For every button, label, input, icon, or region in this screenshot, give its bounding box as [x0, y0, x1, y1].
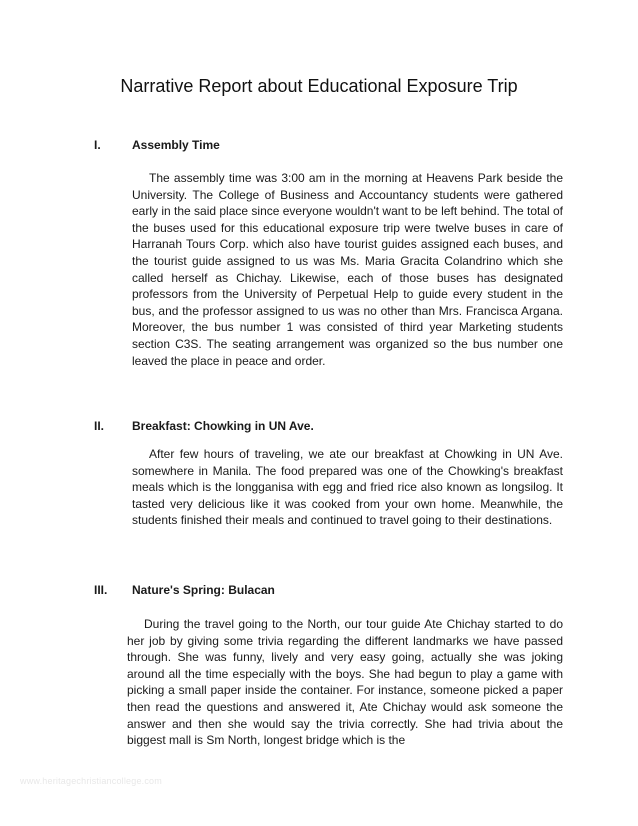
- section-3-heading: Nature's Spring: Bulacan: [132, 583, 275, 597]
- section-1-paragraph: The assembly time was 3:00 am in the morning at Heavens Park beside the University. The College of Business and Accountancy students were gathered early in the said place since everyone wouldn't want to be left behind. The total of the buses used for this educational exposure trip were twelve buses in care of Harranah Tours Corp. which also have tourist guides assigned each buses, and the tourist guide assigned to us was Ms. Maria Gracita Colandrino which she called herself as Chichay. Likewise, each of those buses has designated professors from the University of Perpetual Help to guide every student in the bus, and the professor assigned to us was no other than Mrs. Francisca Argana. Moreover, the bus number 1 was consisted of third year Marketing students section C3S. The seating arrangement was organized so the bus number one leaved the place in peace and order.: [132, 171, 564, 368]
- section-3-paragraph: During the travel going to the North, our tour guide Ate Chichay started to do her job by giving some trivia regarding the different landmarks we have passed through. She was funny, lively and very easy going, actually she was joking around all the time especially with the boys. She had begun to play a game with picking a small paper inside the container. For instance, someone picked a paper then read the questions and answered it, Ate Chichay would ask someone the answer and then she would say the trivia correctly. She had trivia about the biggest mall is Sm North, longest bridge which is the: [127, 617, 563, 748]
- watermark: www.heritagechristiancollege.com: [20, 776, 162, 786]
- section-1-heading: Assembly Time: [132, 138, 220, 152]
- section-1-number: I.: [94, 138, 101, 152]
- document-title: Narrative Report about Educational Exposure Trip: [120, 76, 518, 96]
- section-2-number: II.: [94, 419, 105, 433]
- section-2-heading: Breakfast: Chowking in UN Ave.: [132, 419, 314, 433]
- section-2-paragraph: After few hours of traveling, we ate our breakfast at Chowking in UN Ave. somewhere in Manila. The food prepared was one of the Chowking's breakfast meals which is the longganisa with egg and fried rice also known as longsilog. It tasted very delicious like it was cooked from your own home. Meanwhile, the students finished their meals and continued to travel going to their destinations.: [132, 447, 563, 528]
- section-3-number: III.: [94, 583, 108, 597]
